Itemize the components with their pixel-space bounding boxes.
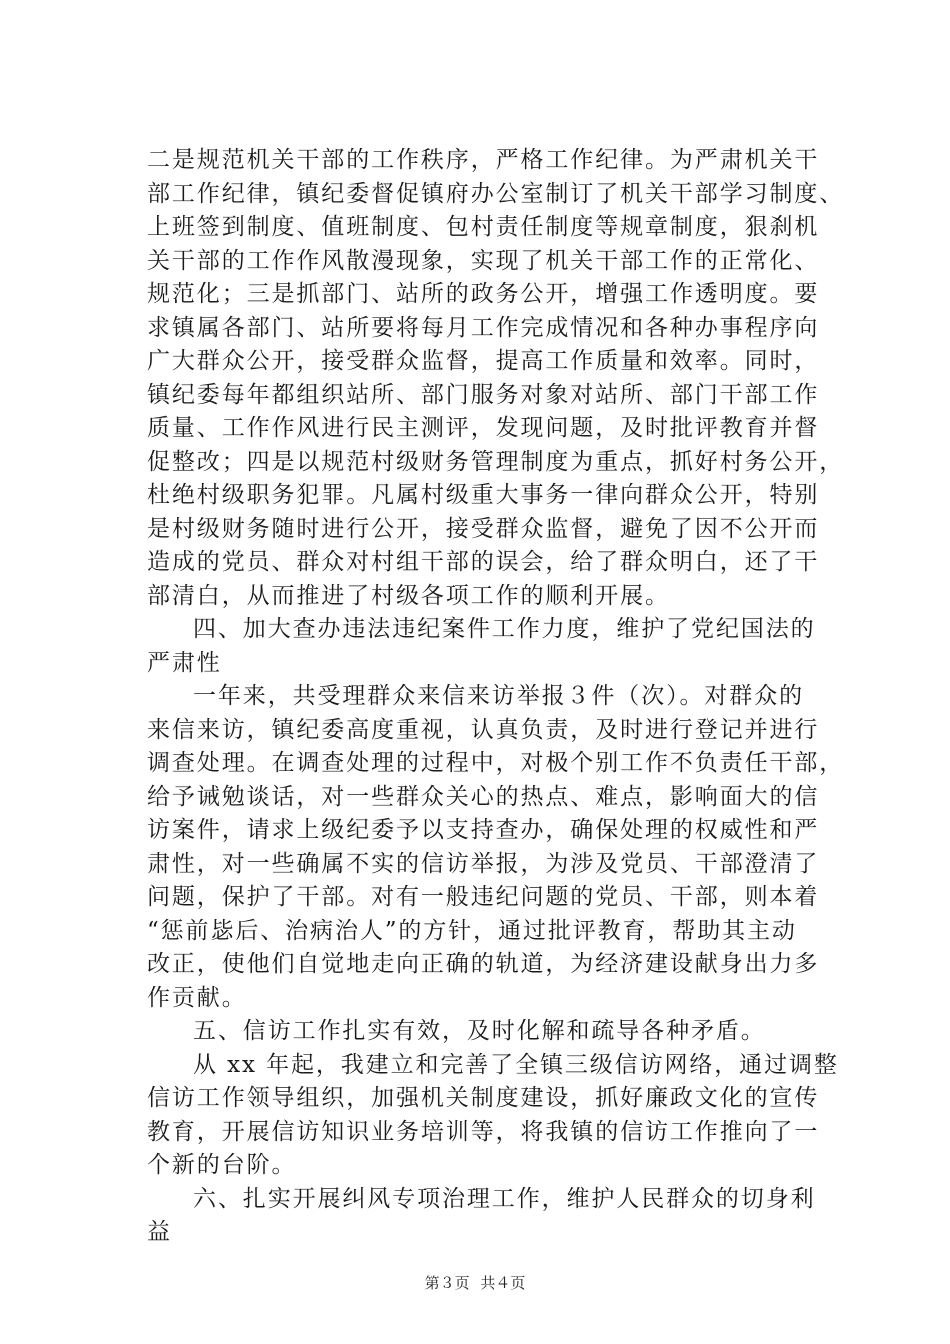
text-line: 问题，保护了干部。对有一般违纪问题的党员、干部，则本着 xyxy=(147,884,820,910)
text-line: 求镇属各部门、站所要将每月工作完成情况和各种办事程序向 xyxy=(147,314,820,341)
document-body xyxy=(147,144,845,1250)
text-line: 五、信访工作扎实有效，及时化解和疏导各种矛盾。 xyxy=(193,1018,766,1044)
text-line: 作贡献。 xyxy=(147,984,247,1011)
text-line: 肃性，对一些确属不实的信访举报，为涉及党员、干部澄清了 xyxy=(147,850,820,877)
text-line: 六、扎实开展纠风专项治理工作，维护人民群众的切身利 xyxy=(193,1185,816,1212)
text-line: 益 xyxy=(147,1219,172,1245)
text-line: 调查处理。在调查处理的过程中，对极个别工作不负责任干部， xyxy=(147,750,845,776)
text-line: 二是规范机关干部的工作秩序，严格工作纪律。为严肃机关干 xyxy=(147,147,820,173)
text-line: 来信来访，镇纪委高度重视，认真负责，及时进行登记并进行 xyxy=(147,716,820,743)
text-line: 质量、工作作风进行民主测评，发现问题，及时批评教育并督 xyxy=(147,415,820,441)
text-line: 访案件，请求上级纪委予以支持查办，确保处理的权威性和严 xyxy=(147,817,820,843)
text-line: 改正，使他们自觉地走向正确的轨道，为经济建设献身出力多 xyxy=(147,951,820,977)
text-line: 从 xx 年起，我建立和完善了全镇三级信访网络，通过调整 xyxy=(193,1051,839,1078)
text-line: 关干部的工作作风散漫现象，实现了机关干部工作的正常化、 xyxy=(147,247,820,274)
text-line: 部清白，从而推进了村级各项工作的顺利开展。 xyxy=(147,582,670,609)
page-total: 共４页 xyxy=(480,1274,526,1292)
text-line: 造成的党员、群众对村组干部的误会，给了群众明白，还了干 xyxy=(147,549,820,575)
text-line: 给予诫勉谈话，对一些群众关心的热点、难点，影响面大的信 xyxy=(147,783,820,810)
text-line: 严肃性 xyxy=(147,649,222,676)
text-line: 教育，开展信访知识业务培训等，将我镇的信访工作推向了一 xyxy=(147,1118,820,1145)
text-line: 上班签到制度、值班制度、包村责任制度等规章制度，狠刹机 xyxy=(147,214,820,240)
text-line: 规范化；三是抓部门、站所的政务公开，增强工作透明度。要 xyxy=(147,281,820,307)
page-number: 第３页 xyxy=(424,1274,470,1292)
text-line: 个新的台阶。 xyxy=(147,1152,297,1178)
text-line: 信访工作领导组织，加强机关制度建设，抓好廉政文化的宣传 xyxy=(147,1085,820,1111)
text-line: 杜绝村级职务犯罪。凡属村级重大事务一律向群众公开，特别 xyxy=(147,482,820,508)
text-line: 四、加大查办违法违纪案件工作力度，维护了党纪国法的 xyxy=(193,616,816,642)
page-footer xyxy=(0,1272,950,1293)
text-line: 广大群众公开，接受群众监督，提高工作质量和效率。同时， xyxy=(147,348,820,374)
text-line: 镇纪委每年都组织站所、部门服务对象对站所、部门干部工作 xyxy=(147,381,820,408)
text-line: “惩前毖后、治病治人”的方针，通过批评教育，帮助其主动 xyxy=(147,917,797,944)
text-line: 促整改；四是以规范村级财务管理制度为重点，抓好村务公开， xyxy=(147,448,845,475)
text-line: 是村级财务随时进行公开，接受群众监督，避免了因不公开而 xyxy=(147,515,820,542)
text-line: 一年来，共受理群众来信来访举报３件（次）。对群众的 xyxy=(193,683,804,709)
text-line: 部工作纪律，镇纪委督促镇府办公室制订了机关干部学习制度、 xyxy=(147,180,845,207)
